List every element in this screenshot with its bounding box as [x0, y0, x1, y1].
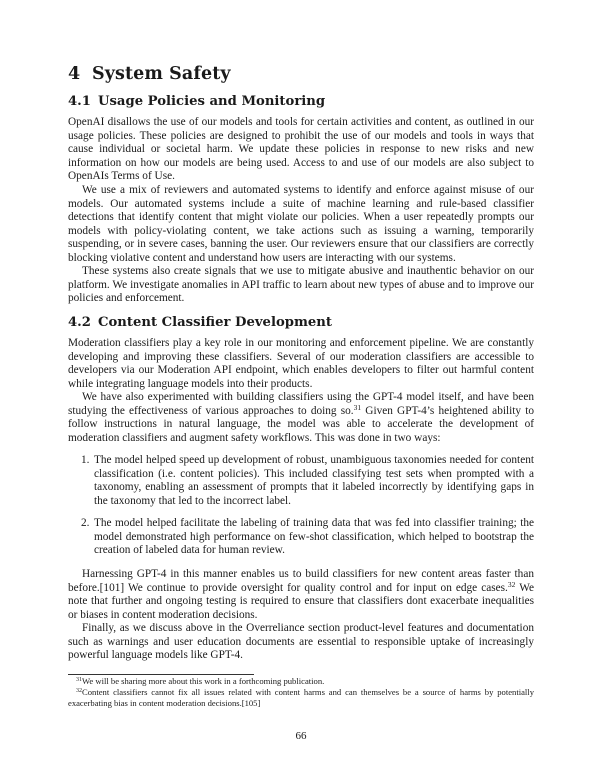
paragraph: We use a mix of reviewers and automated systems to identify and enforce against misuse of our models. Our automated systems include a suite of machine learning and rule-based classifier detections that identify content that might violate our policies. When a user repeatedly prompts our models with policy-violating content, we take actions such as issuing a warning, temporarily suspending, or in severe cases, banning the user. Our reviewers ensure that our classifiers are correctly blocking violative content and understand how users are interacting with our systems.: [68, 184, 534, 264]
section-heading: [68, 64, 231, 84]
paragraph: OpenAI disallows the use of our models and tools for certain activities and content, as outlined in our usage policies. These policies are designed to prohibit the use of our models and tools in ways that cause individual or societal harm. We update these policies in response to new risks and new information on how our models are being used. Access to and use of our models are also subject to OpenAIs Terms of Use.: [68, 116, 534, 183]
section-number: 4: [68, 64, 81, 84]
list-item: 2. The model helped facilitate the labeling of training data that was fed into classifier training; the model demonstrated high performance on few-shot classification, which helped to bootstrap the creation of labeled data for human review.: [81, 517, 534, 557]
paragraph: Moderation classifiers play a key role in our monitoring and enforcement pipeline. We are constantly developing and improving these classifiers. Several of our moderation classifiers are accessible to developers via our Moderation API endpoint, which enables developers to filter out harmful content while integrating language models into their products.: [68, 337, 534, 390]
section-title: System Safety: [92, 64, 231, 84]
paragraph: We have also experimented with building classifiers using the GPT-4 model itself, and have been studying the effectiveness of various approaches to doing so.$^{31}$ Given GPT-4’s heightened ability to follow instructions in natural language, the model was able to accelerate the development of moderation classifiers and augment safety workflows. This was done in two ways:: [68, 391, 534, 444]
footnote-31: $^{31}$We will be sharing more about this work in a forthcoming publication.: [76, 676, 325, 686]
page-number: 66: [295, 730, 307, 742]
footnote-32: $^{32}$Content classifiers cannot fix all issues related with content harms and can themselves be a source of harms by potentially exacerbating bias in content moderation decisions.[105]: [68, 687, 534, 709]
footnote-divider: [68, 674, 254, 675]
list-item: 1. The model helped speed up development of robust, unambiguous taxonomies needed for content classification (i.e. content policies). This included classifying test sets when prompted with a taxonomy, enabling an assessment of prompts that it labeled incorrectly by identifying gaps in the taxonomy that led to the incorrect label.: [81, 454, 534, 507]
subsection-heading-4-2: [68, 315, 332, 330]
subsection-heading-4-1: [68, 94, 325, 109]
subsection-number: 4.1: [68, 94, 91, 109]
list-marker: 2.: [81, 517, 90, 530]
footnote-ref-31[interactable]: 31: [353, 402, 362, 412]
paragraph: Harnessing GPT-4 in this manner enables us to build classifiers for new content areas faster than before.[101] We continue to provide oversight for quality control and for input on edge cases.$^{32}$ We note that further and ongoing testing is required to ensure that classifiers dont exacerbate inequalities or biases in content moderation decisions.: [68, 568, 534, 621]
numbered-list: [68, 454, 534, 558]
paragraph: Finally, as we discuss above in the Overreliance section product-level features and documentation such as warnings and user education documents are essential to responsible uptake of increasingly powerful language models like GPT-4.: [68, 622, 534, 662]
subsection-title: Content Classifier Development: [98, 315, 332, 330]
list-marker: 1.: [81, 454, 90, 466]
subsection-number: 4.2: [68, 315, 91, 330]
footnote-ref-32[interactable]: 32: [507, 579, 516, 589]
footnotes: [68, 676, 534, 710]
subsection-title: Usage Policies and Monitoring: [98, 94, 326, 109]
paragraph: These systems also create signals that we use to mitigate abusive and inauthentic behavior on our platform. We investigate anomalies in API traffic to learn about new types of abuse and to improve our policies and enforcement.: [68, 265, 534, 305]
